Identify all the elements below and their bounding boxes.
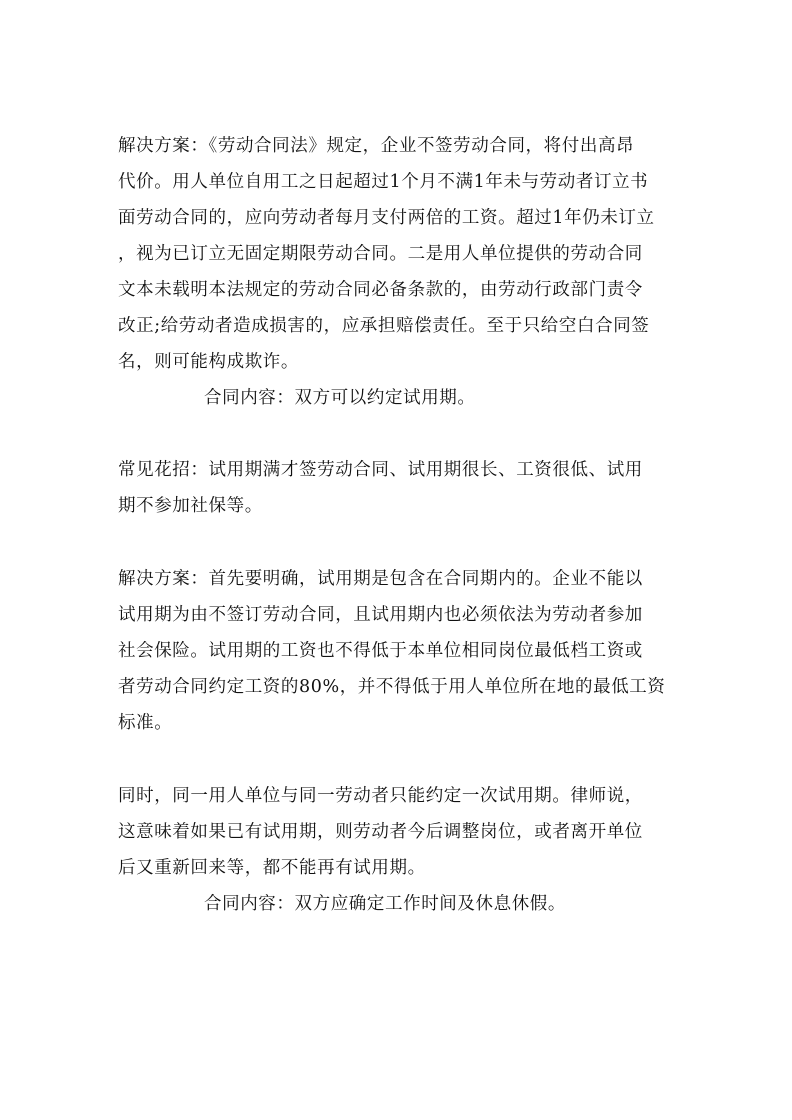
text-line: 期不参加社保等。	[118, 496, 263, 516]
text-line: 标准。	[118, 713, 173, 733]
text-line: ，视为已订立无固定期限劳动合同。二是用人单位提供的劳动合同	[118, 244, 643, 264]
text-line: 文本未载明本法规定的劳动合同必备条款的，由劳动行政部门责令	[118, 280, 643, 300]
section-heading: 合同内容：双方应确定工作时间及休息休假。	[204, 894, 566, 914]
text-line: 面劳动合同的，应向劳动者每月支付两倍的工资。超过1年仍未订立	[118, 208, 655, 228]
text-line: 改正;给劳动者造成损害的，应承担赔偿责任。至于只给空白合同签	[118, 316, 650, 336]
text-line: 试用期为由不签订劳动合同，且试用期内也必须依法为劳动者参加	[118, 605, 643, 625]
section-heading: 合同内容：双方可以约定试用期。	[204, 388, 476, 408]
text-line: 解决方案：《劳动合同法》规定，企业不签劳动合同，将付出高昂	[118, 136, 635, 156]
text-line: 社会保险。试用期的工资也不得低于本单位相同岗位最低档工资或	[118, 641, 643, 661]
text-line: 代价。用人单位自用工之日起超过1个月不满1年未与劳动者订立书	[118, 172, 649, 192]
text-line: 者劳动合同约定工资的80%，并不得低于用人单位所在地的最低工资	[118, 677, 666, 697]
text-line: 解决方案：首先要明确，试用期是包含在合同期内的。企业不能以	[118, 569, 643, 589]
text-line: 常见花招：试用期满才签劳动合同、试用期很长、工资很低、试用	[118, 460, 643, 480]
text-line: 同时，同一用人单位与同一劳动者只能约定一次试用期。律师说，	[118, 786, 643, 806]
text-line: 后又重新回来等，都不能再有试用期。	[118, 858, 426, 878]
text-line: 这意味着如果已有试用期，则劳动者今后调整岗位，或者离开单位	[118, 822, 643, 842]
text-line: 名，则可能构成欺诈。	[118, 352, 299, 372]
